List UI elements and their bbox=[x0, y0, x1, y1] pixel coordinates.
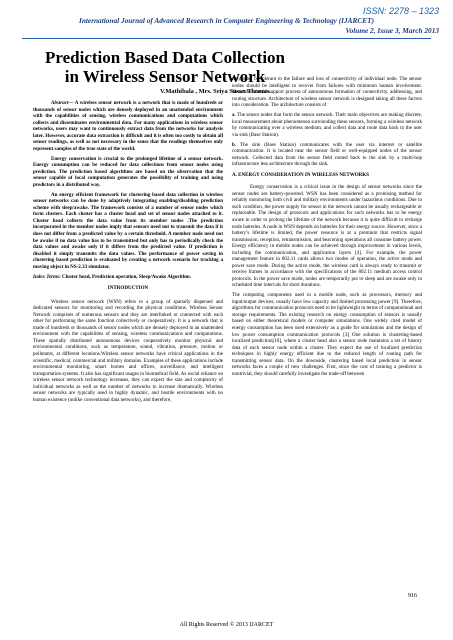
journal-name: International Journal of Advanced Research in Computer Engineering & Technology (IJARCET) bbox=[78, 16, 375, 25]
item-b-text: . The sink (Base Station) communicates with the user via internet or satellite communication. It is located near the sensor field or well-equipped nodes of the sensor network. Collected data from the sensor field routed back to the sink by a multi-hop infrastructure less architecture through the sink. bbox=[232, 141, 422, 168]
copyright-footer: All Rights Reserved © 2013 IJARCET bbox=[179, 622, 274, 628]
issn-number: ISSN: 2278 – 1323 bbox=[362, 6, 439, 16]
architecture-item-b bbox=[232, 142, 422, 168]
architecture-item-a bbox=[232, 112, 422, 138]
item-a-label: a bbox=[232, 112, 235, 119]
abstract-text: A wireless sensor network is a network that is made of hundreds or thousands of sensor nodes which are densely deployed in an unattended environment with the capabilities of sensing, wireless communications and computations which collects and disseminates environmental data. For many applications in wireless sensor networks, users may want to continuously extract data from the networks for analysis later. However, accurate data extraction is difficult and it is often too costly to obtain all sensor readings, as well as not necessary in the sense that the readings themselves only represent samples of the true state of the world. bbox=[33, 100, 223, 152]
abstract-paragraph-3: An energy efficient framework for clustering based data collection in wireless sensor networks can be done by adaptively integrating enabling/disabling prediction scheme with sleep/awake. The framework consists of a number of sensor nodes which form clusters. Each cluster has a cluster head and set of sensor nodes attached to it. Cluster head collects the data value from its member nodes .The prediction incorporated in the member nodes imply that sensors need not to transmit the data if it does not differ from a predicted value by a certain threshold. A member node need not be awake if no data value has to be transmitted but only has to periodically check the data values and awake only if it differs from the predicted value. If prediction is disabled it simply transmits the data values. The performance of power saving in clustering based prediction is evaluated by creating a network scenario for tracking a moving object in NS-2.33 simulator. bbox=[33, 191, 223, 270]
mobile-node-paragraph: The computing components used in a mobile node, such as processors, memory and input/output devices; usually have low capacity and limited processing power [9]. Therefore, algorithms for communication protocols need to be lightweight in terms of computational and storage requirements. The existing research on energy consumption of sensors is usually based on either theoretical models or computer simulations. One widely cited model of energy consumption has been used extensively as a guide for simulations and the design of low power consumption communication protocols [3] One solution is clustering-based localized prediction[10], where a cluster head also a sensor node maintains a set of history data of each sensor node within a cluster. They expect the use of localized prediction techniques in highly energy efficient due to the reduced length of routing path for transmitting sensor data. On the downside, clustering based local prediction in sensor networks faces a couple of new challenges. First, since the cost of training a predictor is nontrivial, they should carefully investigate the trade-off between bbox=[232, 292, 422, 377]
item-b-label: b bbox=[232, 141, 235, 148]
architecture-paragraph: they must be tolerant to the failure and loss of connectivity of individual node. The sensor nodes should be intelligent to recover from failures with minimum human involvement. Networks should support process of autonomous formation of connectivity, addressing, and routing structure. Architecture of wireless sensor network is designed taking all these factors into consideration. The architecture consists of bbox=[232, 76, 422, 109]
introduction-heading: INTRODUCTION bbox=[107, 285, 149, 292]
right-column bbox=[232, 76, 422, 381]
paper-title: Prediction Based Data Collection in Wireless Sensor Network bbox=[44, 48, 286, 86]
left-column bbox=[33, 100, 223, 407]
item-a-text: . The sensor nodes that form the sensor network. Their main objectives are making discrete, local measurement about phenomenon surrounding these sensors, forming a wireless network by communicating over a wireless medium, and collect data and route data back to the user via sink (Base Station). bbox=[232, 112, 422, 138]
index-terms-text: : Cluster head, Prediction operation, Sleep/Awake Algorithm. bbox=[59, 273, 191, 280]
page-number: 916 bbox=[408, 593, 417, 599]
abstract-paragraph bbox=[33, 100, 223, 152]
paper-authors: V.Mathibala , Mrs. Seiya Susan Thomas. bbox=[160, 88, 271, 95]
introduction-paragraph: Wireless sensor network (WSN) refers to a group of spatially dispersed and dedicated sensors for monitoring and recording the physical conditions. Wireless Sensor Network comprises of numerous sensors and they are interlinked or connected with each other for performing the same function collectively or cooperatively. It is a network that is made of hundreds or thousands of sensor nodes which are densely deployed in an unattended environment with the capabilities of sensing, wireless communications and computations. These spatially distributed autonomous devices cooperatively monitor physical and environmental conditions, such as temperature, sound, vibration, pressure, motion or pollutants, at different locations.Wireless sensor networks have critical applications in the scientific, medical, commercial and military domains. Examples of these applications include environmental monitoring, smart homes and offices, surveillance, and intelligent transportation systems. It also has significant usages in biomedical field. As social reliance on wireless sensor network technology increases, they can expect the size and complexity of individual networks as well as the number of networks to increase dramatically. Wireless sensor networks are typically used in highly dynamic, and hostile environments with no human existence (unlike conventional data networks), and therefore, bbox=[33, 298, 223, 403]
abstract-paragraph-2: Energy conservation is crucial to the prolonged lifetime of a sensor network. Energy consumption can be reduced for data collections from sensor nodes using prediction. The prediction based algorithms are based on the observation that the sensor capable of local computation generates the possibility of training and using predictors in a distributed way. bbox=[33, 155, 223, 188]
section-a-heading: A. ENERGY CONSIDERATION IN WIRELESS NETWORKS bbox=[232, 171, 370, 178]
volume-issue: Volume 2, Issue 3, March 2013 bbox=[345, 26, 439, 35]
abstract-label: Abstract— bbox=[51, 100, 74, 106]
index-terms bbox=[33, 274, 223, 281]
header-rule bbox=[22, 38, 431, 39]
index-terms-label: Index Terms bbox=[33, 273, 60, 280]
energy-paragraph: Energy conservation is a critical issue in the design of sensor networks since the sensor nodes are battery-powered. WSN has been considered as a promising method for reliably monitoring both civil and military environments under hazardous conditions. Due to such condition, the power supply for sensor in the network cannot be usually rechargeable or replaceable. The design of protocols and applications for such networks has to be energy aware in order to prolong the lifetime of the network because it is quite difficult to recharge node batteries. A node in WSN depends on batteries for their energy source. However, since a battery’s lifetime is limited, the power resource is at a premium that restricts signal transmission, reception, retransmission, and beaconing operations all consume battery power. Energy efficiency in mobile nodes can be achieved through improvement in various levels, including the communication, and application layers [4]. For example, the power management feature in 802.11 cards allows two modes of operation, the active mode and power save mode. During the active mode, the wireless card is always ready to transmit or receive frames in accordance with the specifications of the 802.11 medium access control protocols. In the power save mode, nodes are temporarily put to sleep and are awake only in scheduled time intervals for short durations. bbox=[232, 184, 422, 289]
